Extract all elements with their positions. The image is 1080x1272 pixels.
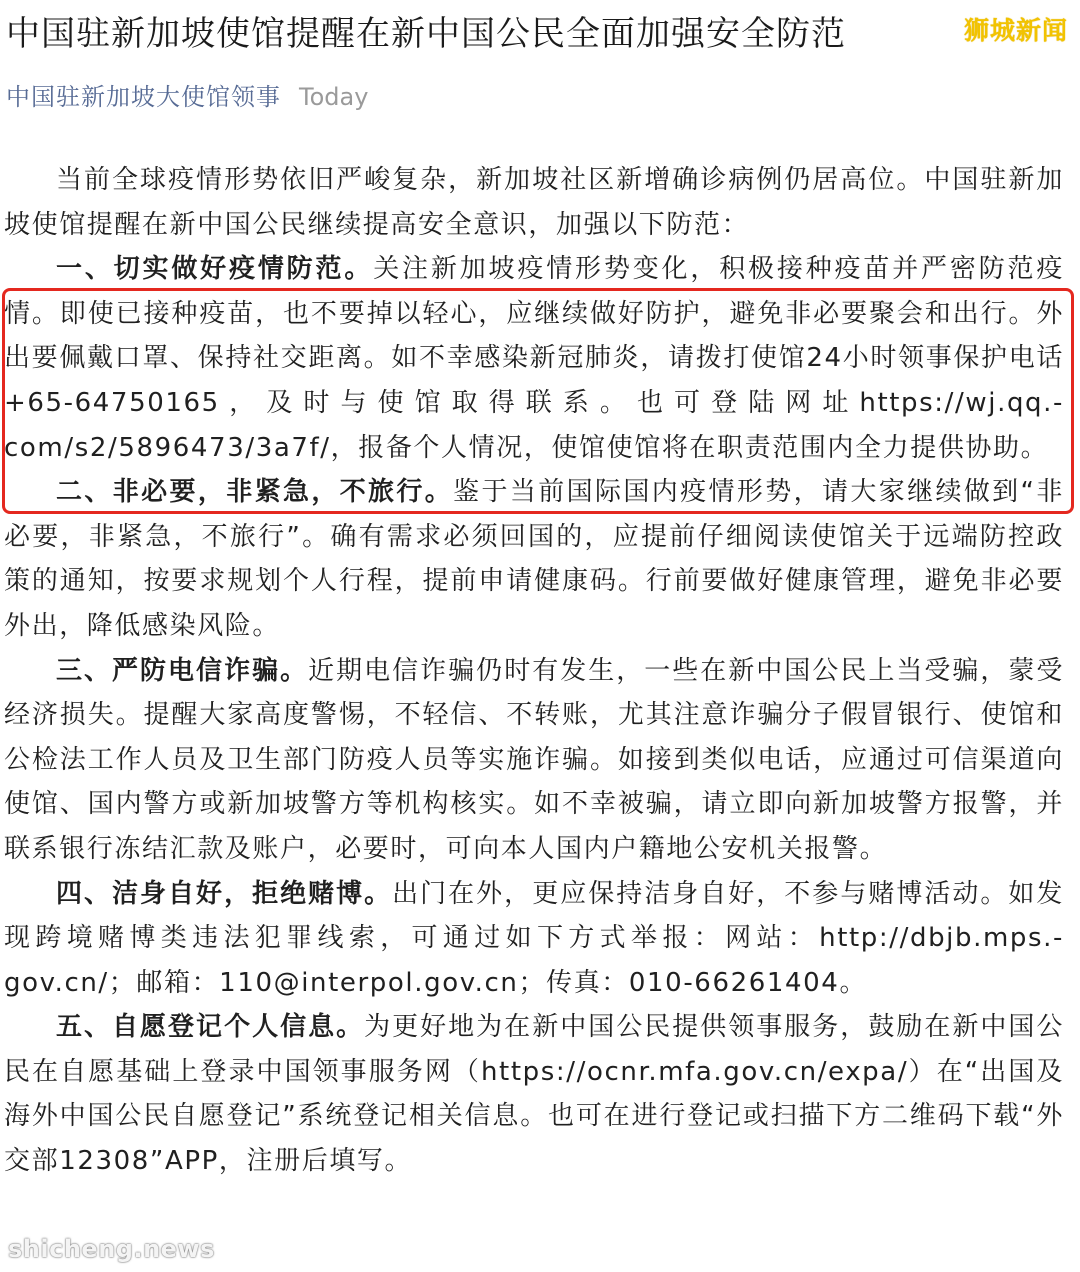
section-text: 鉴于当前国际国内疫情形势，请大家继续做到“非必要，非紧急，不旅行”。确有需求必须回国的，应提前仔细阅读使馆关于远端防控政策的通知，按要求规划个人行程，提前申请健康码。行前要做好健康管理，避免非必要外出，降低感染风险。	[4, 477, 1064, 641]
section-heading: 三、严防电信诈骗。	[56, 655, 309, 686]
watermark-logo-top: 狮城新闻	[963, 16, 1068, 45]
section-text: 关注新加坡疫情形势变化，积极接种疫苗并严密防范疫情。即使已接种疫苗，也不要掉以轻心，应继续做好防护，避免非必要聚会和出行。外出要佩戴口罩、保持社交距离。如不幸感染新冠肺炎，请拨打使馆24小时领事保护电话+65-64750165，及时与使馆取得联系。也可登陆网址https://wj.qq.-com/s2/5896473/3a7f/，报备个人情况，使馆使馆将在职责范围内全力提供协助。	[4, 254, 1064, 463]
section-paragraph	[4, 470, 1064, 648]
section-text: 出门在外，更应保持洁身自好，不参与赌博活动。如发现跨境赌博类违法犯罪线索，可通过如下方式举报：网站：http://dbjb.mps.-gov.cn/；邮箱：110@interpol.gov.cn；传真：010-66261404。	[4, 878, 1064, 998]
article-body	[4, 158, 1064, 1184]
intro-paragraph: 当前全球疫情形势依旧严峻复杂，新加坡社区新增确诊病例仍居高位。中国驻新加坡使馆提醒在新中国公民继续提高安全意识，加强以下防范：	[4, 165, 1064, 240]
section-heading: 二、非必要，非紧急，不旅行。	[56, 477, 454, 508]
section-paragraph	[4, 649, 1064, 872]
publish-date: Today	[299, 83, 369, 111]
section-paragraph	[4, 1005, 1064, 1183]
section-heading: 一、切实做好疫情防范。	[56, 254, 374, 285]
watermark-site-bottom: shicheng.news	[8, 1235, 215, 1263]
article-meta	[6, 80, 368, 114]
section-text: 为更好地为在新中国公民提供领事服务，鼓励在新中国公民在自愿基础上登录中国领事服务网（https://ocnr.mfa.gov.cn/expa/）在“出国及海外中国公民自愿登记”系统登记相关信息。也可在进行登记或扫描下方二维码下载“外交部12308”APP，注册后填写。	[4, 1012, 1064, 1177]
section-text: 近期电信诈骗仍时有发生，一些在新中国公民上当受骗，蒙受经济损失。提醒大家高度警惕，不轻信、不转账，尤其注意诈骗分子假冒银行、使馆和公检法工作人员及卫生部门防疫人员等实施诈骗。如接到类似电话，应通过可信渠道向使馆、国内警方或新加坡警方等机构核实。如不幸被骗，请立即向新加坡警方报警，并联系银行冻结汇款及账户，必要时，可向本人国内户籍地公安机关报警。	[4, 655, 1065, 864]
section-paragraph	[4, 247, 1064, 470]
account-name-link[interactable]: 中国驻新加坡大使馆领事	[6, 83, 281, 111]
article-title: 中国驻新加坡使馆提醒在新中国公民全面加强安全防范	[6, 14, 846, 54]
section-paragraph	[4, 872, 1064, 1006]
section-heading: 四、洁身自好，拒绝赌博。	[56, 878, 393, 909]
section-heading: 五、自愿登记个人信息。	[56, 1012, 365, 1043]
